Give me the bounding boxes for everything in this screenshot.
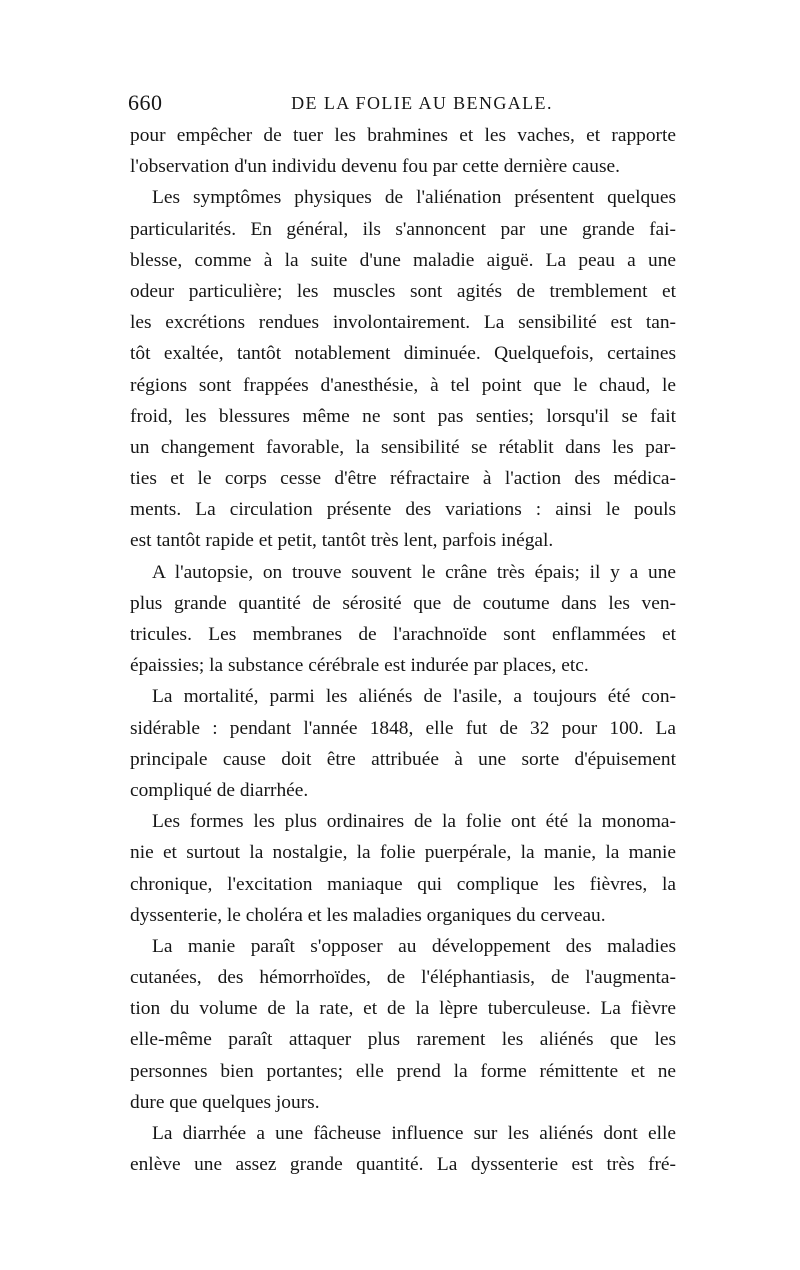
text-line: dyssenterie, le choléra et les maladies organiques du cerveau. [130, 904, 606, 926]
text-line: A l'autopsie, on trouve souvent le crâne très épais; il y a une [152, 561, 676, 583]
body-text [130, 120, 676, 1180]
text-line: tricules. Les membranes de l'arachnoïde sont enflammées et [130, 624, 676, 645]
text-line: ties et le corps cesse d'être réfractaire à l'action des médica- [130, 468, 676, 490]
text-line: un changement favorable, la sensibilité se rétablit dans les par- [130, 436, 676, 458]
text-line: l'observation d'un individu devenu fou par cette dernière cause. [130, 156, 620, 178]
text-line: froid, les blessures même ne sont pas senties; lorsqu'il se fait [130, 405, 676, 427]
text-line: est tantôt rapide et petit, tantôt très lent, parfois inégal. [130, 530, 554, 552]
text-line: chronique, l'excitation maniaque qui complique les fièvres, la [130, 873, 676, 895]
paragraph [130, 120, 676, 182]
text-line: enlève une assez grande quantité. La dyssenterie est très fré- [130, 1154, 676, 1176]
running-title: DE LA FOLIE AU BENGALE. [291, 93, 553, 113]
text-line: particularités. En général, ils s'annoncent par une grande fai- [130, 218, 676, 240]
text-line: elle-même paraît attaquer plus rarement les aliénés que les [130, 1029, 676, 1051]
text-line: odeur particulière; les muscles sont agités de tremblement et [130, 280, 676, 302]
text-line: La manie paraît s'opposer au développement des maladies [152, 935, 676, 957]
text-line: les excrétions rendues involontairement. La sensibilité est tan- [130, 312, 676, 334]
page-header [128, 86, 676, 120]
text-line: La diarrhée a une fâcheuse influence sur les aliénés dont elle [152, 1123, 676, 1144]
text-line: compliqué de diarrhée. [130, 779, 309, 801]
text-line: pour empêcher de tuer les brahmines et les vaches, et rapporte [130, 125, 676, 146]
text-line: Les formes les plus ordinaires de la folie ont été la monoma- [152, 811, 676, 833]
text-line: principale cause doit être attribuée à une sorte d'épuisement [130, 748, 676, 770]
paragraph [130, 557, 676, 682]
text-line: dure que quelques jours. [130, 1091, 320, 1113]
text-line: cutanées, des hémorrhoïdes, de l'éléphantiasis, de l'augmenta- [130, 967, 676, 989]
text-line: tôt exaltée, tantôt notablement diminuée. Quelquefois, certaines [130, 343, 676, 365]
text-line: Les symptômes physiques de l'aliénation présentent quelques [152, 187, 676, 209]
text-line: La mortalité, parmi les aliénés de l'asile, a toujours été con- [152, 686, 676, 708]
paragraph [130, 182, 676, 556]
text-line: nie et surtout la nostalgie, la folie puerpérale, la manie, la manie [130, 842, 676, 864]
text-line: tion du volume de la rate, et de la lèpre tuberculeuse. La fièvre [130, 998, 676, 1020]
text-line: épaissies; la substance cérébrale est indurée par places, etc. [130, 655, 589, 677]
paragraph [130, 931, 676, 1118]
text-line: régions sont frappées d'anesthésie, à tel point que le chaud, le [130, 374, 676, 396]
paragraph [130, 1118, 676, 1180]
paragraph [130, 806, 676, 931]
text-line: ments. La circulation présente des variations : ainsi le pouls [130, 499, 676, 521]
text-line: plus grande quantité de sérosité que de coutume dans les ven- [130, 592, 676, 614]
text-line: sidérable : pendant l'année 1848, elle fut de 32 pour 100. La [130, 717, 676, 739]
page-number: 660 [128, 90, 163, 115]
text-line: blesse, comme à la suite d'une maladie aiguë. La peau a une [130, 249, 676, 271]
text-line: personnes bien portantes; elle prend la forme rémittente et ne [130, 1060, 676, 1082]
paragraph [130, 681, 676, 806]
